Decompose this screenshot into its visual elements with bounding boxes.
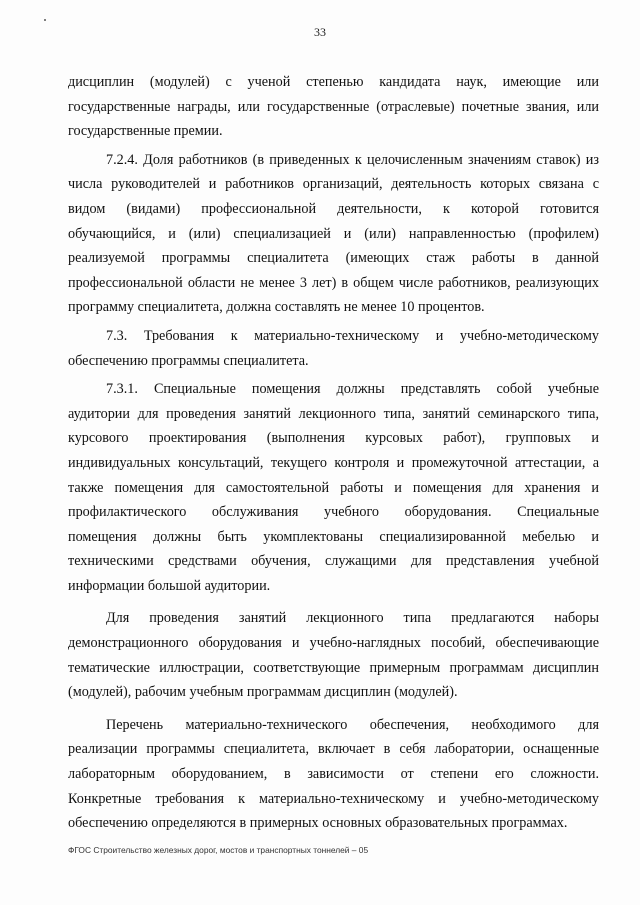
text-line: дисциплин (модулей) с ученой степенью кандидата наук, имеющие или xyxy=(68,74,599,90)
text-line: 7.2.4. Доля работников (в приведенных к целочисленным значениям ставок) из xyxy=(106,151,599,168)
paragraph-gap xyxy=(68,598,599,606)
text-line: реализации программы специалитета, включает в себя лаборатории, оснащенные xyxy=(68,741,599,758)
text-line: профессиональной области не менее 3 лет) в общем числе работников, реализующих xyxy=(68,274,599,291)
page-footer: ФГОС Строительство железных дорог, мостов и транспортных тоннелей – 05 xyxy=(68,845,369,855)
paragraph xyxy=(68,606,599,704)
text-line: также помещения для самостоятельной работы и помещения для хранения и xyxy=(68,479,599,496)
text-line: числа руководителей и работников организаций, деятельность которых связана с xyxy=(68,176,599,193)
text-line: информации большой аудитории. xyxy=(68,577,271,594)
text-line: государственные премии. xyxy=(68,123,223,140)
paragraph xyxy=(68,377,599,598)
body-text xyxy=(68,70,599,836)
text-line: обеспечению программы специалитета. xyxy=(68,352,309,369)
text-line: государственные награды, или государственные (отраслевые) почетные звания, или xyxy=(68,98,599,115)
text-line: тематические иллюстрации, соответствующие примерным программам дисциплин xyxy=(68,659,599,676)
text-line: лабораторным оборудованием, в зависимости от степени его сложности. xyxy=(68,766,599,783)
text-line: 7.3. Требования к материально-техническому и учебно-методическому xyxy=(106,327,599,344)
text-line: Перечень материально-технического обеспечения, необходимого для xyxy=(106,716,599,733)
text-line: Конкретные требования к материально-техническому и учебно-методическому xyxy=(68,790,599,807)
paragraph xyxy=(68,148,599,320)
paragraph-gap xyxy=(68,705,599,713)
text-line: профилактического обслуживания учебного оборудования. Специальные xyxy=(68,504,599,521)
text-line: видом (видами) профессиональной деятельности, к которой готовится xyxy=(68,200,599,217)
paragraph xyxy=(68,70,599,144)
text-line: индивидуальных консультаций, текущего контроля и промежуточной аттестации, а xyxy=(68,454,599,471)
text-line: курсового проектирования (выполнения курсовых работ), групповых и xyxy=(68,430,599,447)
text-line: аудитории для проведения занятий лекционного типа, занятий семинарского типа, xyxy=(68,405,599,422)
text-line: обеспечению определяются в примерных основных образовательных программах. xyxy=(68,815,568,832)
scan-dot xyxy=(44,19,46,21)
page-number: 33 xyxy=(314,25,326,39)
text-line: реализуемой программы специалитета (имеющих стаж работы в данной xyxy=(68,250,599,267)
paragraph xyxy=(68,324,599,373)
paragraph xyxy=(68,713,599,836)
text-line: (модулей), рабочим учебным программам дисциплин (модулей). xyxy=(68,684,458,701)
text-line: Для проведения занятий лекционного типа предлагаются наборы xyxy=(106,610,599,627)
text-line: техническими средствами обучения, служащими для представления учебной xyxy=(68,553,599,570)
text-line: помещения должны быть укомплектованы специализированной мебелью и xyxy=(68,528,599,545)
text-line: обучающийся, и (или) специализацией и (или) направленностью (профилем) xyxy=(68,225,599,242)
text-line: 7.3.1. Специальные помещения должны представлять собой учебные xyxy=(106,381,599,398)
text-line: программу специалитета, должна составлять не менее 10 процентов. xyxy=(68,299,485,316)
text-line: демонстрационного оборудования и учебно-наглядных пособий, обеспечивающие xyxy=(68,635,599,652)
